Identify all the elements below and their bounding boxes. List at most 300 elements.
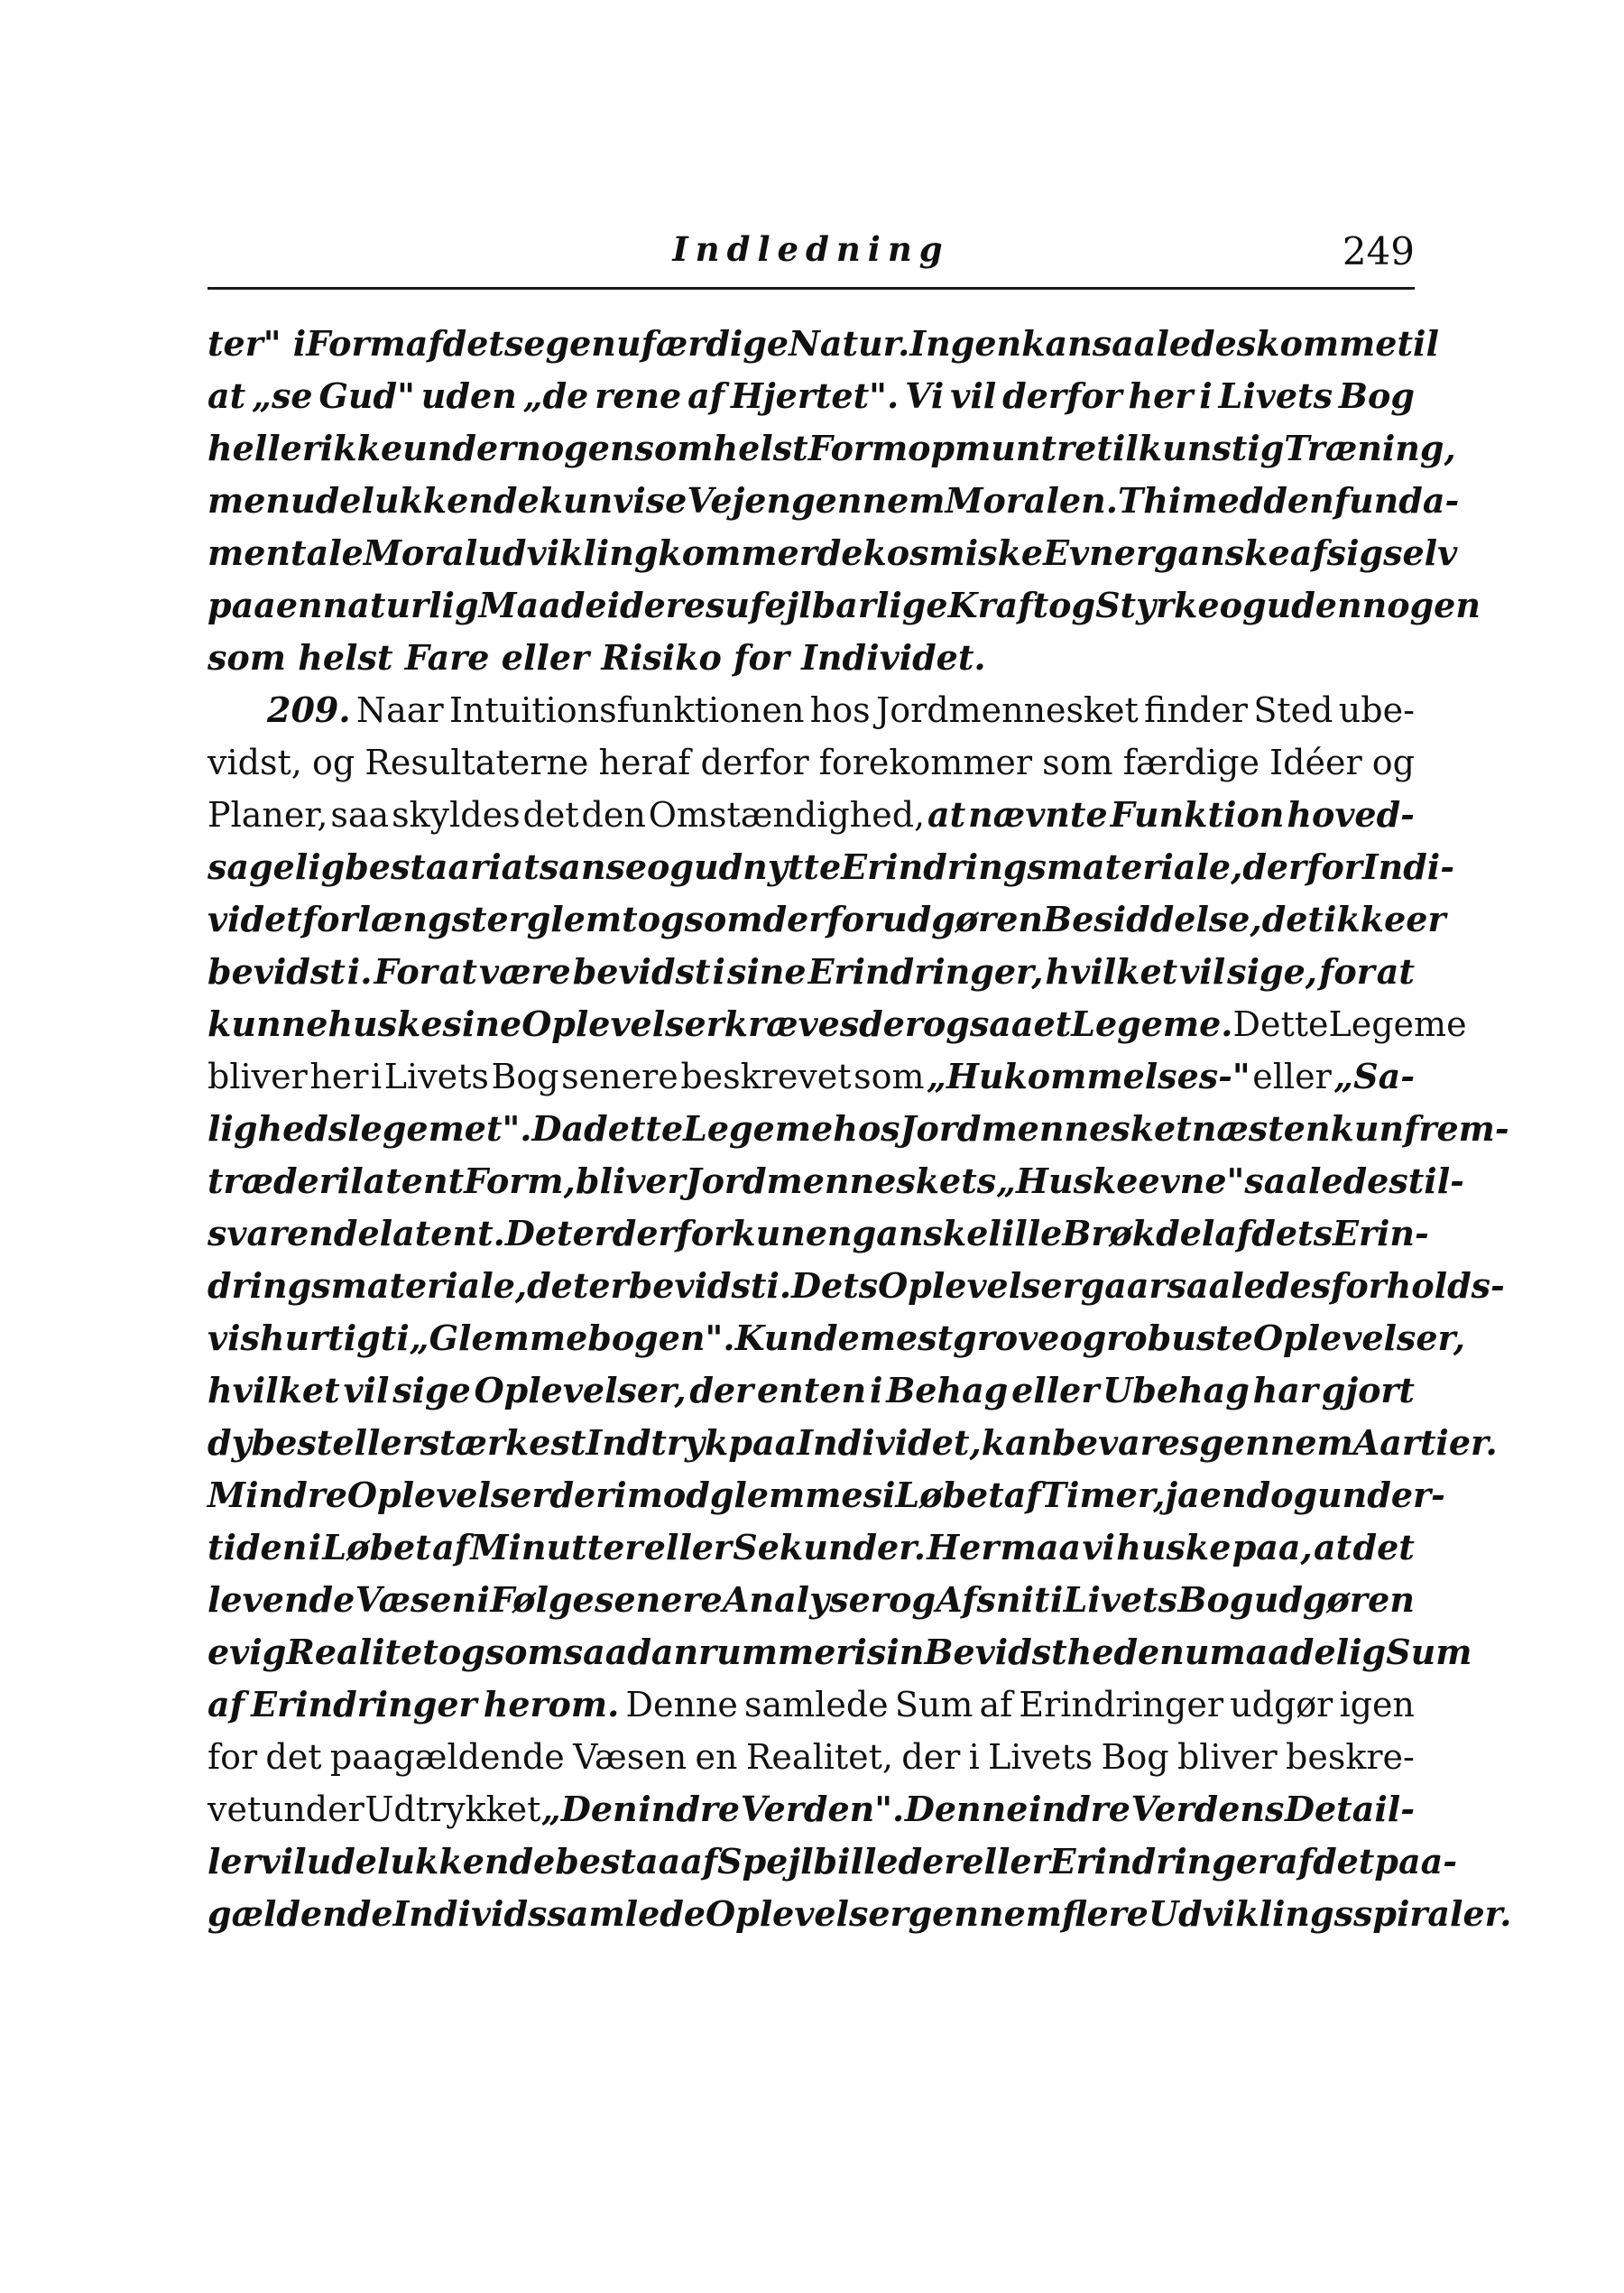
word: en: [695, 1737, 738, 1777]
word: i: [854, 1632, 867, 1672]
word: for: [734, 637, 789, 678]
word: Væsen: [573, 1737, 687, 1777]
word: af: [687, 375, 725, 416]
word: kunne: [208, 1003, 328, 1044]
word: i: [396, 1318, 410, 1358]
word: den: [1263, 480, 1334, 521]
word: ufejlbarlige: [724, 585, 948, 625]
text-line: [208, 1731, 1415, 1783]
word: Styrke: [1095, 585, 1220, 625]
word: det: [522, 795, 579, 835]
word: og: [311, 743, 355, 782]
word: Erindringer: [251, 1684, 477, 1724]
word: Gud": [318, 375, 415, 416]
word: senere: [595, 1579, 723, 1620]
word: Erindringer: [1049, 1841, 1277, 1882]
word: Indtryk: [586, 1422, 729, 1463]
word: levende: [208, 1579, 355, 1620]
word: og: [1219, 585, 1267, 625]
word: at: [501, 846, 540, 887]
word: eller: [962, 1841, 1050, 1882]
word: ube-: [1338, 690, 1415, 730]
word: grove: [953, 1318, 1060, 1358]
word: Træning,: [1284, 428, 1456, 468]
word: i: [606, 585, 621, 625]
word: „Sa-: [1333, 1056, 1415, 1096]
word: vi: [1082, 1527, 1115, 1567]
word: dets: [442, 323, 524, 364]
word: en: [275, 585, 323, 625]
word: forholds-: [1330, 1265, 1505, 1306]
word: i: [337, 1160, 351, 1201]
word: at: [927, 794, 966, 835]
word: derimod: [549, 1475, 710, 1515]
word: hvilket: [1045, 951, 1178, 992]
word: udnytte: [693, 846, 842, 887]
word: dets: [1251, 1213, 1333, 1253]
word: bliver: [208, 1057, 308, 1096]
word: i: [1199, 375, 1213, 416]
word: af: [208, 1684, 245, 1724]
word: i: [881, 1475, 896, 1515]
word: er: [1406, 899, 1446, 939]
text-line: [208, 370, 1415, 422]
word: Realitet,: [745, 1737, 893, 1777]
word: nogen: [1361, 585, 1481, 625]
word: „Huskeevne": [996, 1160, 1245, 1201]
word: for: [1306, 846, 1362, 887]
word: gennem: [791, 480, 946, 521]
word: paagældende: [329, 1737, 565, 1777]
word: bevidst: [572, 951, 711, 992]
word: til-: [1407, 1160, 1464, 1201]
word: derfor: [700, 743, 809, 782]
word: tiden: [208, 1527, 308, 1567]
word: Afsnit: [936, 1579, 1050, 1620]
text-line: [208, 1783, 1415, 1835]
text-line: [208, 736, 1415, 789]
word: Legeme.: [1071, 1003, 1233, 1044]
word: Aartier.: [1352, 1422, 1498, 1463]
text-line: [208, 1103, 1509, 1155]
word: Idéer: [1269, 743, 1362, 782]
word: beskre-: [1286, 1737, 1415, 1777]
word: Bog: [1338, 375, 1415, 416]
word: enten: [756, 1370, 867, 1410]
word: paa: [208, 585, 276, 625]
word: ler: [208, 1841, 261, 1882]
word: Maade: [478, 585, 607, 625]
word: indre: [1029, 1789, 1130, 1829]
word: Bevidsthed: [924, 1632, 1139, 1672]
word: „Hukommelses-": [927, 1056, 1250, 1096]
word: vil: [1179, 951, 1226, 992]
word: i: [1049, 1579, 1064, 1620]
word: heraf: [598, 743, 691, 782]
word: „Den: [541, 1789, 638, 1829]
word: som: [484, 1632, 564, 1672]
word: sanse: [539, 846, 648, 887]
word: hos: [809, 690, 871, 730]
word: Livets: [1063, 1579, 1177, 1620]
word: som: [854, 1057, 925, 1096]
word: Verden".: [740, 1789, 905, 1829]
word: er: [588, 1265, 629, 1306]
word: ganske: [852, 1213, 989, 1253]
word: ogsaa: [922, 1003, 1034, 1044]
word: udelukkende: [291, 480, 540, 521]
word: som: [634, 428, 714, 468]
word: mest: [859, 1318, 954, 1358]
word: rene: [595, 375, 682, 416]
word: i.: [766, 1265, 792, 1306]
word: derfor: [1002, 375, 1122, 416]
word: og: [1371, 743, 1415, 782]
word: Løbet: [895, 1475, 1004, 1515]
word: Moralen.: [945, 480, 1119, 521]
word: naturlig: [322, 585, 479, 625]
word: selv: [1383, 532, 1458, 573]
word: opmuntre: [908, 428, 1097, 468]
word: vis: [208, 1318, 260, 1358]
word: Sum: [1386, 1632, 1472, 1672]
word: Realitet: [286, 1632, 438, 1672]
word: eller: [1011, 1370, 1100, 1410]
word: kan: [981, 1422, 1053, 1463]
text-line: [208, 1835, 1457, 1888]
word: her: [309, 1057, 369, 1096]
word: færdige: [1122, 743, 1260, 782]
word: saaledes: [1167, 1265, 1331, 1306]
word: og: [1059, 1318, 1107, 1358]
word: udgør: [1230, 1685, 1333, 1724]
word: Kun: [734, 1318, 815, 1358]
word: umaadelig: [1184, 1632, 1387, 1672]
word: sagelig: [208, 846, 346, 887]
word: at: [208, 375, 246, 416]
word: glemt: [526, 899, 638, 939]
word: vise: [613, 480, 687, 521]
text-line: [208, 579, 1481, 632]
word: en: [1368, 1579, 1415, 1620]
word: 209.: [267, 689, 351, 730]
word: som: [1042, 743, 1113, 782]
word: de: [817, 532, 863, 573]
word: Ubehag: [1103, 1370, 1250, 1410]
word: bevares: [1052, 1422, 1200, 1463]
word: Resultaterne: [364, 743, 589, 782]
word: kosmiske: [863, 532, 1044, 573]
word: videt: [208, 899, 302, 939]
text-line: [208, 1574, 1415, 1626]
word: af: [680, 1841, 718, 1882]
word: uden: [420, 375, 517, 416]
word: saadan: [563, 1632, 699, 1672]
word: Erindringer,: [807, 951, 1044, 992]
word: den: [581, 795, 646, 835]
word: sige,: [1227, 951, 1317, 992]
word: som: [208, 637, 286, 678]
word: Verdens: [1130, 1789, 1285, 1829]
text-line: [208, 1050, 1415, 1103]
word: Funktion: [1110, 794, 1285, 835]
word: i: [476, 1579, 490, 1620]
word: Kraft: [947, 585, 1049, 625]
word: skyldes: [392, 795, 521, 835]
word: „de: [522, 375, 589, 416]
word: Risiko: [601, 637, 722, 678]
word: Intuitionsfunktionen: [448, 690, 805, 730]
word: udgør: [882, 899, 997, 939]
word: Dette: [1232, 1004, 1329, 1044]
word: vil: [343, 1370, 390, 1410]
word: beskrevet: [680, 1057, 852, 1096]
word: Dets: [791, 1265, 879, 1306]
word: i: [308, 1527, 322, 1567]
word: et: [1033, 1003, 1072, 1044]
word: i: [712, 951, 725, 992]
word: Bog: [1177, 1579, 1254, 1620]
word: Evner: [1043, 532, 1154, 573]
word: ja: [1165, 1475, 1200, 1515]
word: ikke: [319, 428, 403, 468]
word: kræves: [724, 1003, 860, 1044]
word: nogen: [516, 428, 635, 468]
word: Oplevelser,: [1252, 1318, 1465, 1358]
text-line: [208, 632, 1415, 684]
word: Sum: [894, 1685, 973, 1724]
word: herom.: [483, 1684, 620, 1724]
word: Sekunder.: [733, 1527, 926, 1567]
word: Individs: [392, 1893, 548, 1934]
word: eller: [643, 1527, 732, 1567]
word: ufærdige: [615, 323, 789, 364]
word: paa: [728, 1422, 798, 1463]
word: svarende: [208, 1213, 380, 1253]
word: ikke: [1324, 899, 1407, 939]
word: en: [996, 899, 1043, 939]
word: saaledes: [1244, 1160, 1408, 1201]
word: af: [1289, 532, 1327, 573]
word: under-: [1317, 1475, 1445, 1515]
word: være: [478, 951, 571, 992]
word: og: [889, 1579, 937, 1620]
text-line: [208, 684, 1415, 736]
word: her: [1128, 375, 1194, 416]
word: Planer,: [208, 795, 328, 835]
word: en: [805, 1213, 853, 1253]
word: i: [488, 846, 502, 887]
word: indre: [638, 1789, 741, 1829]
word: Moraludvikling: [363, 532, 659, 573]
word: en: [1138, 1632, 1185, 1672]
word: bliver: [575, 1160, 686, 1201]
word: Følge: [490, 1579, 595, 1620]
text-line: [208, 1207, 1429, 1260]
body-text: [208, 318, 1512, 1940]
word: af: [1003, 1475, 1041, 1515]
word: af: [432, 1527, 470, 1567]
word: Det: [504, 1213, 573, 1253]
page-number: 249: [1342, 229, 1415, 273]
word: flere: [1061, 1893, 1149, 1934]
word: latent.: [379, 1213, 505, 1253]
word: til: [1096, 428, 1139, 468]
word: kommer: [658, 532, 817, 573]
word: stærkest: [420, 1422, 586, 1463]
word: der: [859, 1003, 923, 1044]
word: der: [901, 1737, 961, 1777]
word: endog: [1199, 1475, 1318, 1515]
word: For: [374, 951, 438, 992]
word: Besiddelse,: [1043, 899, 1262, 939]
word: af: [405, 323, 443, 364]
word: eller: [1252, 1057, 1332, 1096]
word: Vejen: [687, 480, 792, 521]
word: kun: [1330, 1108, 1405, 1149]
word: Analyser: [722, 1579, 889, 1620]
word: de: [814, 1318, 860, 1358]
word: bestaa: [555, 1841, 681, 1882]
word: Bog: [491, 1057, 559, 1096]
word: Detail-: [1285, 1789, 1415, 1829]
word: Behag: [886, 1370, 1009, 1410]
word: paa,: [1232, 1527, 1313, 1567]
word: Udviklingsspiraler.: [1149, 1893, 1512, 1934]
word: udelukkende: [306, 1841, 556, 1882]
word: gældende: [208, 1893, 393, 1934]
text-line: [208, 1364, 1415, 1417]
word: af: [979, 1685, 1013, 1724]
word: Thi: [1118, 480, 1182, 521]
word: der: [1242, 846, 1307, 887]
word: Livets: [988, 1737, 1093, 1777]
word: vil: [260, 1841, 307, 1882]
word: egen: [523, 323, 616, 364]
text-line: [208, 1626, 1472, 1678]
word: Ingen: [909, 323, 1022, 364]
word: kun: [732, 1213, 806, 1253]
word: huske: [328, 1003, 443, 1044]
word: „Glemmebogen".: [409, 1318, 735, 1358]
word: Jordmenneskets: [685, 1160, 997, 1201]
word: Natur.: [789, 323, 910, 364]
word: bevidst: [628, 1265, 767, 1306]
word: og: [647, 846, 694, 887]
word: og: [438, 1632, 485, 1672]
word: Minutter: [470, 1527, 643, 1567]
word: Timer,: [1040, 1475, 1166, 1515]
word: kun: [539, 480, 614, 521]
word: helst: [713, 428, 808, 468]
word: forekommer: [818, 743, 1033, 782]
word: dybest: [208, 1422, 333, 1463]
word: at: [1376, 951, 1415, 992]
word: eller: [332, 1422, 420, 1463]
word: samlede: [744, 1685, 889, 1724]
word: rummer: [698, 1632, 854, 1672]
word: Legeme: [683, 1108, 834, 1149]
word: igen: [1339, 1685, 1415, 1724]
word: i.: [346, 951, 373, 992]
word: Form: [306, 323, 406, 364]
word: hvilket: [208, 1370, 340, 1410]
word: derfor: [612, 1213, 733, 1253]
word: i: [869, 1370, 883, 1410]
word: i: [371, 1057, 383, 1096]
text-line: [208, 998, 1467, 1050]
word: det: [527, 1265, 589, 1306]
word: lighedslegemet".: [208, 1108, 532, 1149]
word: uden: [1266, 585, 1362, 625]
word: af: [1214, 1213, 1252, 1253]
word: gennem: [1199, 1422, 1353, 1463]
word: finder: [1144, 690, 1248, 730]
word: helst: [298, 637, 393, 678]
word: Individet.: [801, 637, 986, 678]
word: sig: [1326, 532, 1384, 573]
word: med: [1181, 480, 1264, 521]
word: Fare: [404, 637, 490, 678]
text-line: [208, 1521, 1415, 1574]
word: under: [402, 428, 517, 468]
word: Mindre: [208, 1475, 347, 1515]
text-line: [208, 1417, 1498, 1469]
word: nævnte: [968, 794, 1108, 835]
text-line: [208, 1312, 1465, 1364]
word: robuste: [1106, 1318, 1253, 1358]
text-line: [208, 789, 1415, 841]
word: frem-: [1404, 1108, 1509, 1149]
text-line: [208, 1888, 1512, 1940]
word: har: [1252, 1370, 1318, 1410]
word: Hjertet".: [731, 375, 900, 416]
word: huske: [1116, 1527, 1232, 1567]
word: Indi-: [1361, 846, 1454, 887]
word: at: [1314, 1527, 1352, 1567]
word: Jordmennesket: [900, 1108, 1192, 1149]
word: deres: [620, 585, 725, 625]
word: gjort: [1321, 1370, 1415, 1410]
word: Oplevelser: [521, 1003, 724, 1044]
word: det: [1313, 1841, 1375, 1882]
word: Her: [927, 1527, 1000, 1567]
word: det: [265, 1737, 322, 1777]
word: forlængst: [301, 899, 487, 939]
word: Oplevelser: [878, 1265, 1081, 1306]
word: bevidst: [208, 951, 346, 992]
running-header: [208, 229, 1415, 290]
word: senere: [561, 1057, 678, 1096]
word: Oplevelser: [346, 1475, 550, 1515]
word: kunstig: [1138, 428, 1285, 468]
word: Oplevelser,: [474, 1370, 687, 1410]
word: Jordmennesket: [875, 690, 1139, 730]
word: saaledes: [1092, 323, 1257, 364]
word: Væsen: [355, 1579, 477, 1620]
word: i: [968, 1737, 980, 1777]
word: glemmes: [709, 1475, 882, 1515]
text-line: [208, 527, 1458, 579]
word: hoved-: [1287, 794, 1415, 835]
word: det: [1352, 1527, 1415, 1567]
word: Individet,: [797, 1422, 982, 1463]
text-line: [208, 1260, 1505, 1312]
word: er: [486, 899, 527, 939]
word: gennem: [908, 1893, 1062, 1934]
word: Form: [807, 428, 909, 468]
word: Erin-: [1332, 1213, 1429, 1253]
